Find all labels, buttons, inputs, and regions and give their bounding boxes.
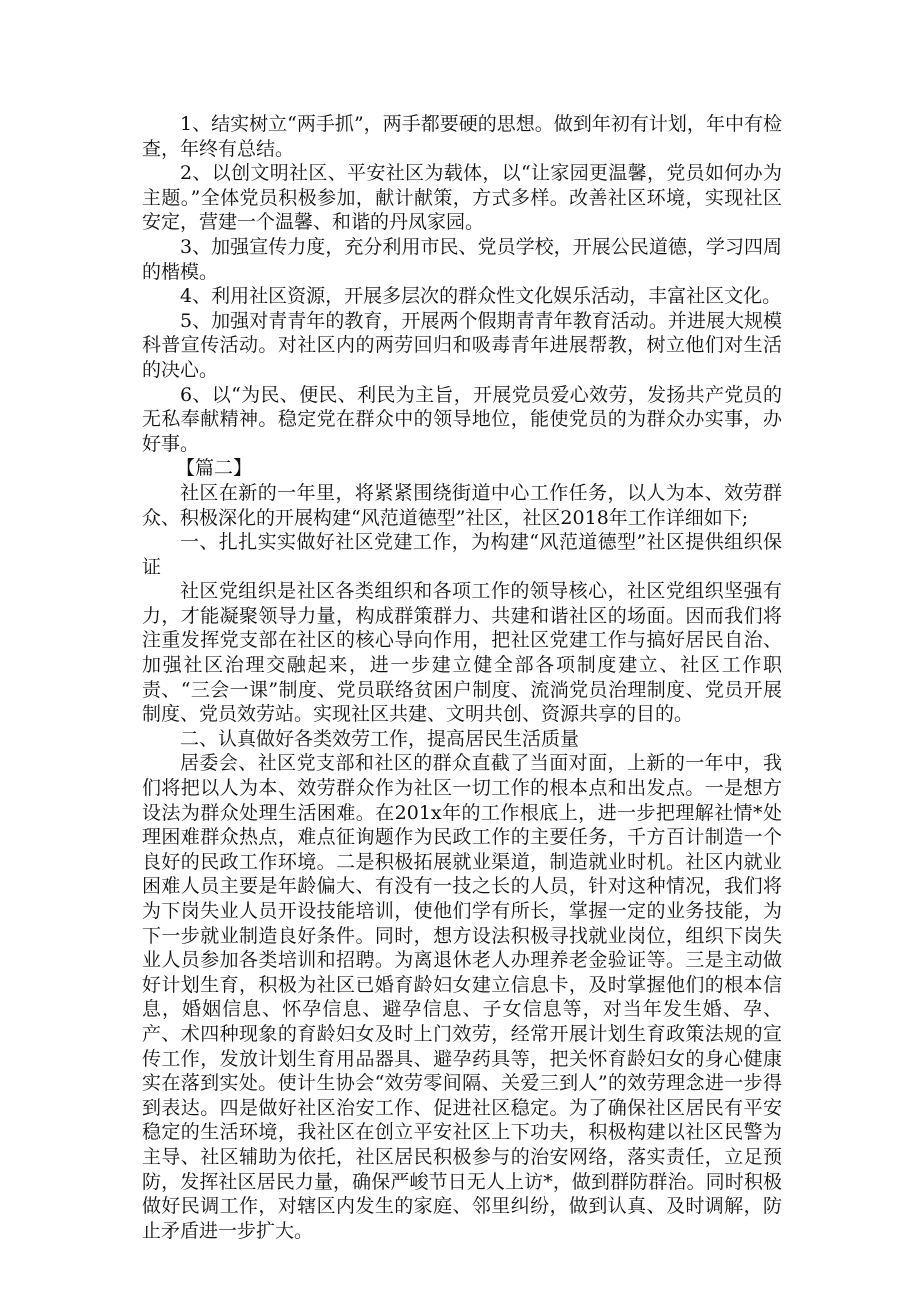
document-body [142, 112, 782, 1243]
paragraph-item-1: 1、结实树立“两手抓”，两手都要硬的思想。做到年初有计划，年中有检查，年终有总结。 [142, 113, 782, 160]
paragraph-item-2: 2、以创文明社区、平安社区为载体，以“让家园更温馨，党员如何办为主题。”全体党员积极参加，献计献策，方式多样。改善社区环境，实现社区安定，营建一个温馨、和谐的丹凤家园。 [142, 162, 782, 234]
paragraph-item-4: 4、利用社区资源，开展多层次的群众性文化娱乐活动，丰富社区文化。 [180, 285, 782, 308]
party-building-paragraph: 社区党组织是社区各类组织和各项工作的领导核心，社区党组织坚强有力，才能凝聚领导力量，构成群策群力、共建和谐社区的场面。因而我们将注重发挥党支部在社区的核心导向作用，把社区党建工作与搞好居民自治、加强社区治理交融起来，进一步建立健全部各项制度建立、社区工作职责、“三会一课”制度、党员联络贫困户制度、流淌党员治理制度、党员开展制度、党员效劳站。实现社区共建、文明共创、资源共享的目的。 [142, 580, 782, 726]
heading-party-building: 一、扎扎实实做好社区党建工作，为构建“风范道德型”社区提供组织保证 [142, 531, 782, 578]
paragraph-item-3: 3、加强宣传力度，充分利用市民、党员学校，开展公民道德，学习四周的楷模。 [142, 235, 782, 283]
paragraph-item-5: 5、加强对青青年的教育，开展两个假期青青年教育活动。并进展大规模科普宣传活动。对社区内的两劳回归和吸毒青年进展帮教，树立他们对生活的决心。 [142, 309, 782, 381]
services-paragraph: 居委会、社区党支部和社区的群众直截了当面对面，上新的一年中，我们将把以人为本、效劳群众作为社区一切工作的根本点和出发点。一是想方设法为群众处理生活困难。在201x年的工作根底上，进一步把理解社情*处理困难群众热点，难点征询题作为民政工作的主要任务，千方百计制造一个良好的民政工作环境。二是积极拓展就业渠道，制造就业时机。社区内就业困难人员主要是年龄偏大、有没有一技之长的人员，针对这种情况，我们将为下岗失业人员开设技能培训，使他们学有所长，掌握一定的业务技能，为下一步就业制造良好条件。同时，想方设法积极寻找就业岗位，组织下岗失业人员参加各类培训和招聘。为离退休老人办理养老金验证等。三是主动做好计划生育，积极为社区已婚育龄妇女建立信息卡，及时掌握他们的根本信息，婚姻信息、怀孕信息、避孕信息、子女信息等，对当年发生婚、孕、产、术四种现象的育龄妇女及时上门效劳，经常开展计划生育政策法规的宣传工作，发放计划生育用品器具、避孕药具等，把关怀育龄妇女的身心健康实在落到实处。使计生协会“效劳零间隔、关爱三到人”的效劳理念进一步得到表达。四是做好社区治安工作、促进社区稳定。为了确保社区居民有平安稳定的生活环境，我社区在创立平安社区上下功夫，积极构建以社区民警为主导、社区辅助为依托，社区居民积极参与的治安网络，落实责任，立足预防，发挥社区居民力量，确保严峻节日无人上访*，做到群防群治。同时积极做好民调工作，对辖区内发生的家庭、邻里纠纷，做到认真、及时调解，防止矛盾进一步扩大。 [142, 752, 782, 1242]
intro-paragraph: 社区在新的一年里，将紧紧围绕街道中心工作任务，以人为本、效劳群众、积极深化的开展构建“风范道德型”社区，社区2018年工作详细如下; [142, 481, 782, 529]
heading-services: 二、认真做好各类效劳工作，提高居民生活质量 [180, 727, 580, 750]
section-heading-part-two: 【篇二】 [176, 457, 253, 480]
paragraph-item-6: 6、以“为民、便民、利民为主旨，开展党员爱心效劳，发扬共产党员的无私奉献精神。稳定党在群众中的领导地位，能使党员的为群众办实事，办好事。 [142, 383, 782, 455]
